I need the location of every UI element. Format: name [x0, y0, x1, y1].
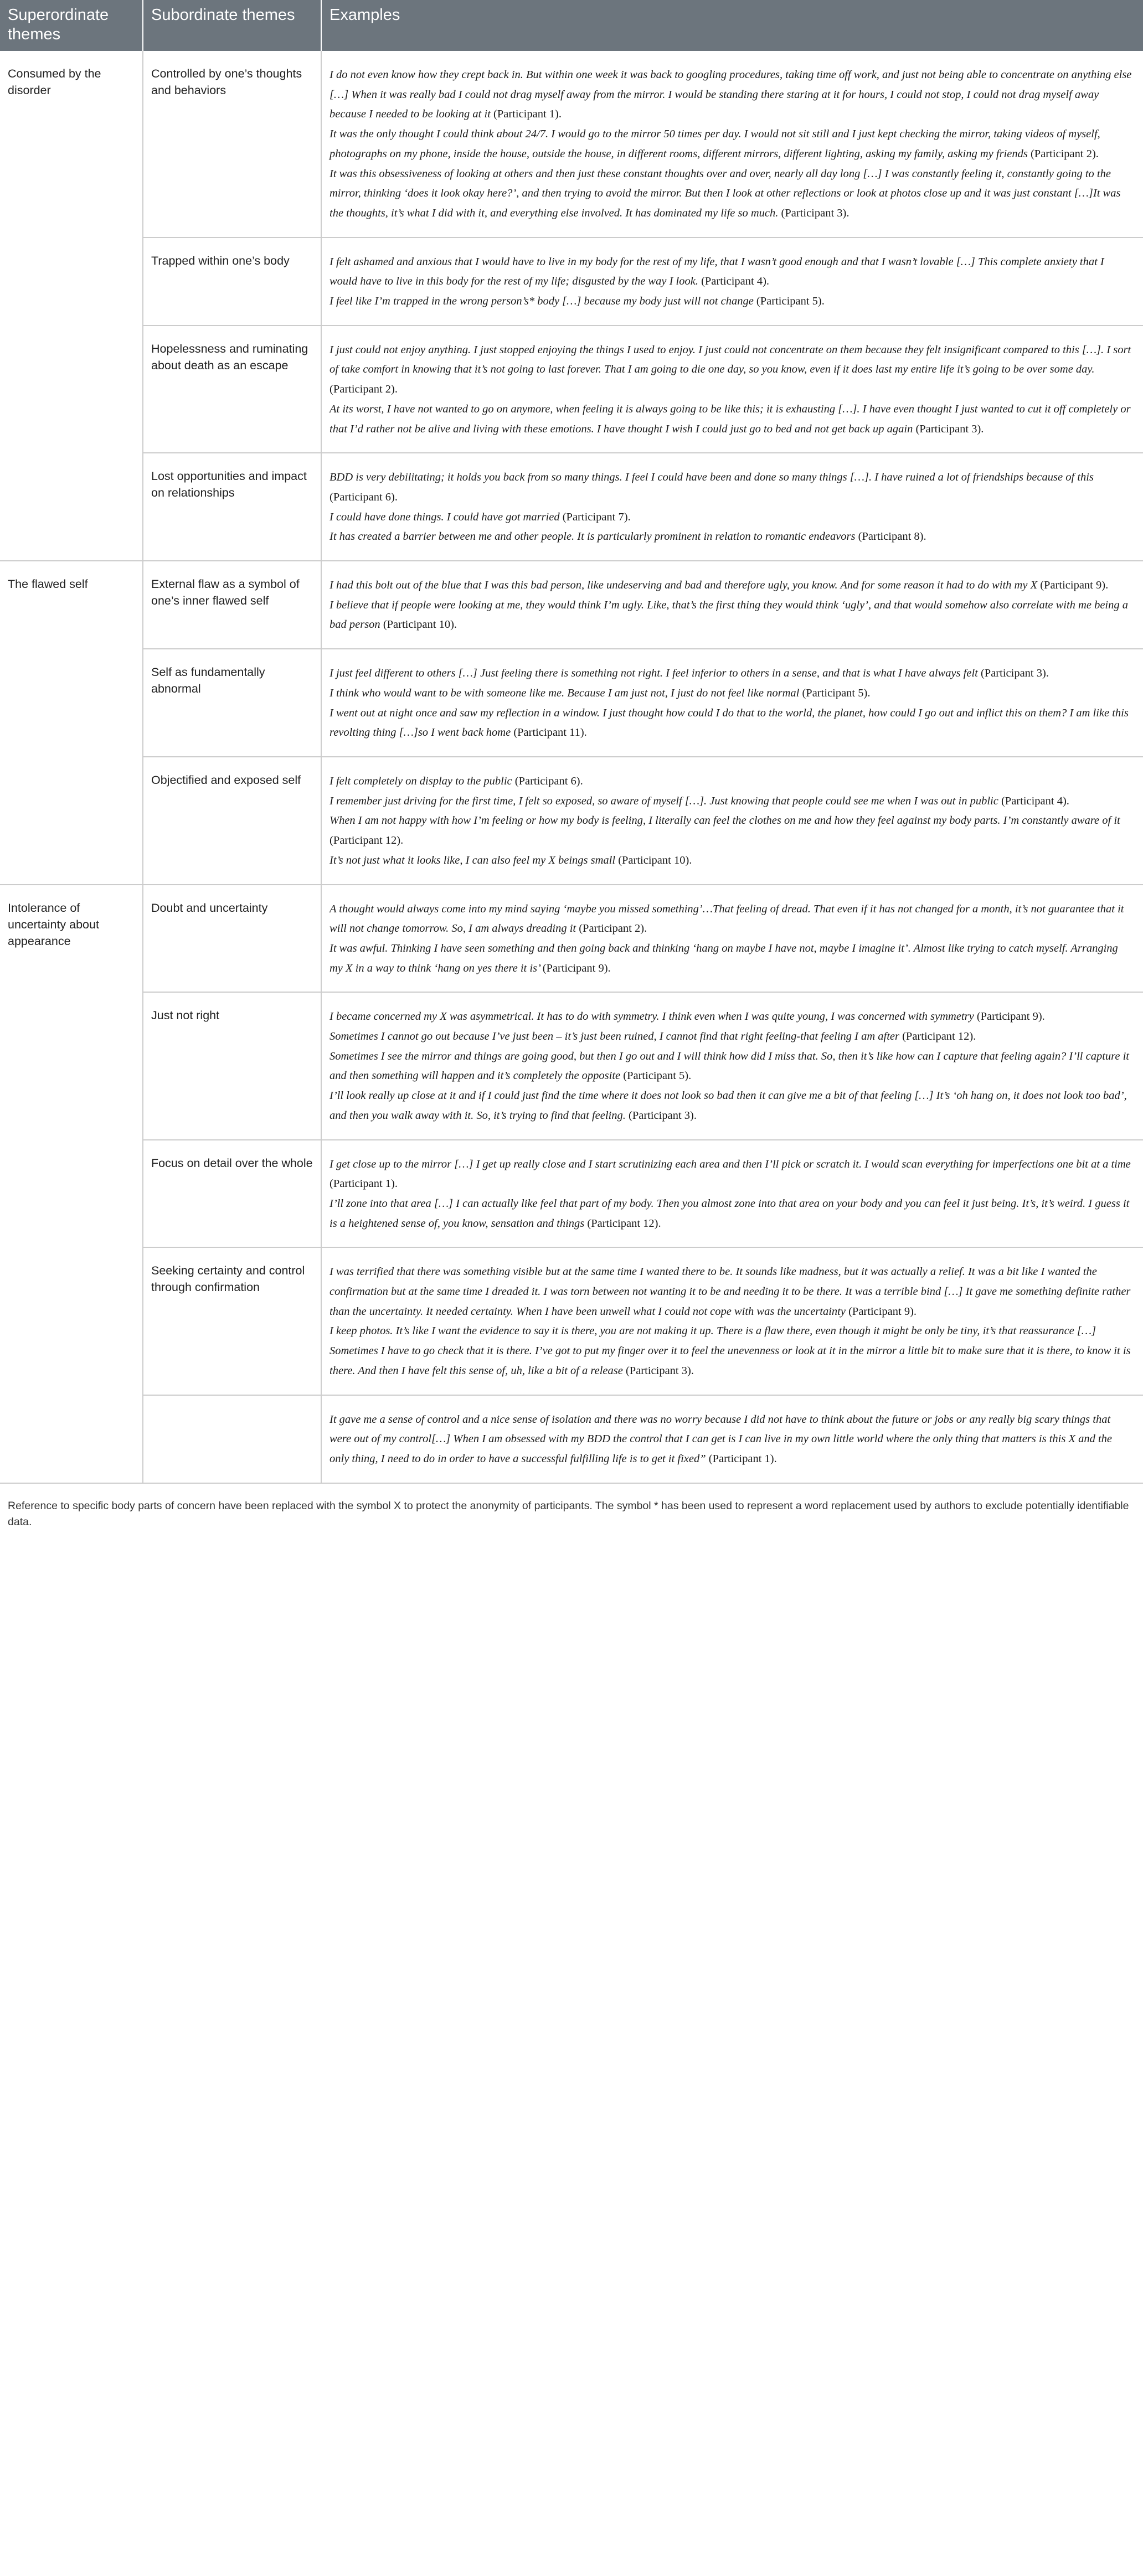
table-row [0, 1140, 1143, 1248]
example-quote [329, 1007, 1132, 1027]
example-quote [329, 468, 1132, 507]
header-examples: Examples [321, 0, 1143, 51]
quote-text: It has created a barrier between me and other people. It is particularly prominent in relation to romantic endeavors [329, 530, 856, 543]
examples-cell [321, 453, 1143, 561]
quote-text: It’s not just what it looks like, I can also feel my X beings small [329, 854, 616, 866]
participant-citation: (Participant 10). [618, 854, 692, 866]
quote-text: I think who would want to be with someone like me. Because I am just not, I just do not feel like normal [329, 686, 800, 699]
participant-citation: (Participant 5). [756, 295, 825, 308]
header-superordinate: Superordinate themes [0, 0, 143, 51]
participant-citation: (Participant 3). [629, 1109, 697, 1122]
subordinate-theme: Just not right [143, 992, 321, 1139]
example-quote [329, 851, 1132, 871]
example-quote [329, 252, 1132, 292]
example-quote [329, 596, 1132, 635]
participant-citation: (Participant 9). [542, 962, 611, 974]
example-quote [329, 1321, 1132, 1381]
participant-citation: (Participant 6). [514, 775, 583, 787]
participant-citation: (Participant 9). [1040, 579, 1109, 592]
example-quote [329, 1410, 1132, 1469]
participant-citation: (Participant 12). [587, 1217, 661, 1230]
header-subordinate: Subordinate themes [143, 0, 321, 51]
quote-text: I keep photos. It’s like I want the evidence to say it is there, you are not making it up. There is a flaw there, even though it might be only be tiny, it’s that reassurance […] Sometimes I have to go check that it is there. I’ve got to put my finger over it to feel the unevenness or look at it in the mirror a little bit to make sure that it is there, to know it is there. And then I have felt this sense of, uh, like a bit of a release [329, 1325, 1131, 1377]
participant-citation: (Participant 3). [915, 422, 984, 435]
examples-cell [321, 757, 1143, 885]
participant-citation: (Participant 3). [980, 667, 1049, 680]
examples-cell [321, 51, 1143, 238]
quote-text: I felt ashamed and anxious that I would have to live in my body for the rest of my life, that I wasn’t good enough and that I wasn’t lovable […] This complete anxiety that I would have to live in this body for the rest of my life; disgusted by the way I look. [329, 255, 1104, 288]
examples-cell [321, 1395, 1143, 1483]
subordinate-theme: Controlled by one’s thoughts and behaviors [143, 51, 321, 238]
quote-text: BDD is very debilitating; it holds you back from so many things. I feel I could have been and done so many things […]. I have ruined a lot of friendships because of this [329, 471, 1094, 484]
subordinate-theme: Objectified and exposed self [143, 757, 321, 885]
example-quote [329, 508, 1132, 528]
examples-cell [321, 992, 1143, 1139]
quote-text: I just could not enjoy anything. I just stopped enjoying the things I used to enjoy. I just could not concentrate on them because they felt insignificant compared to this […]. I sort of take comfort in knowing that it’s not going to last forever. That I am going to die one day, so you know, even if it does last my entire life it’s going to be over some day. [329, 343, 1131, 376]
participant-citation: (Participant 7). [562, 510, 631, 523]
examples-cell [321, 238, 1143, 326]
participant-citation: (Participant 1). [329, 1178, 398, 1190]
quote-text: It gave me a sense of control and a nice sense of isolation and there was no worry because I did not have to think about the future or jobs or any really big scary things that were out of my control[…] When I am obsessed with my BDD the control that I can get is I can live in my own little world where the only thing that matters is this X and the only thing, I need to do in order to have a successful fulfilling life is to get it fixed” [329, 1413, 1112, 1465]
quote-text: I felt completely on display to the public [329, 775, 512, 787]
quote-text: I’ll zone into that area […] I can actually like feel that part of my body. Then you almost zone into that area on your body and you can feel it just being. It’s, it’s weird. I guess it is a heightened sense of, you know, sensation and things [329, 1197, 1130, 1230]
examples-cell [321, 561, 1143, 649]
examples-cell [321, 649, 1143, 757]
example-quote [329, 811, 1132, 850]
quote-text: It was awful. Thinking I have seen something and then going back and thinking ‘hang on maybe I have not, maybe I imagine it’. Almost like trying to catch myself. Arranging my X in a way to think ‘hang on yes there it is’ [329, 942, 1118, 974]
participant-citation: (Participant 10). [383, 618, 457, 631]
table-row [0, 1395, 1143, 1483]
quote-text: I could have done things. I could have got married [329, 510, 560, 523]
quote-text: I had this bolt out of the blue that I was this bad person, like undeserving and bad and therefore ugly, you know. And for some reason it had to do with my X [329, 579, 1038, 592]
example-quote [329, 1262, 1132, 1321]
participant-citation: (Participant 8). [858, 530, 926, 543]
example-quote [329, 1027, 1132, 1047]
examples-cell [321, 1140, 1143, 1248]
example-quote [329, 704, 1132, 743]
example-quote [329, 1155, 1132, 1194]
table-header [0, 0, 1143, 51]
example-quote [329, 684, 1132, 704]
quote-text: I just feel different to others […] Just feeling there is something not right. I feel inferior to others in a sense, and that is what I have always felt [329, 667, 978, 680]
example-quote [329, 340, 1132, 400]
participant-citation: (Participant 5). [623, 1070, 692, 1082]
example-quote [329, 65, 1132, 125]
table-row [0, 757, 1143, 885]
example-quote [329, 527, 1132, 547]
table-row [0, 51, 1143, 238]
superordinate-theme: Consumed by the disorder [0, 51, 143, 561]
participant-citation: (Participant 2). [579, 922, 647, 935]
example-quote [329, 164, 1132, 224]
quote-text: At its worst, I have not wanted to go on anymore, when feeling it is always going to be like this; it is exhausting […]. I have even thought I just wanted to cut it off completely or that I’d rather not be alive and living with these emotions. I have thought I wish I could just go to bed and not get back up again [329, 402, 1131, 435]
subordinate-theme: External flaw as a symbol of one’s inner flawed self [143, 561, 321, 649]
participant-citation: (Participant 11). [513, 726, 587, 739]
example-quote [329, 400, 1132, 439]
participant-citation: (Participant 9). [848, 1305, 917, 1318]
quote-text: A thought would always come into my mind saying ‘maybe you missed something’…That feeling of dread. That even if it has not changed for a month, it’s not guarantee that it will not change tomorrow. So, I am always dreading it [329, 902, 1124, 935]
participant-citation: (Participant 2). [1030, 147, 1099, 160]
table-row [0, 453, 1143, 561]
participant-citation: (Participant 2). [329, 383, 398, 396]
subordinate-theme: Focus on detail over the whole [143, 1140, 321, 1248]
examples-cell [321, 326, 1143, 453]
quote-text: Sometimes I see the mirror and things are going good, but then I go out and I will think how did I miss that. So, then it’s like how can I capture that feeling again? I’ll capture it and then something will happen and it’s completely the opposite [329, 1050, 1129, 1082]
table-row [0, 326, 1143, 453]
quote-text: I do not even know how they crept back in. But within one week it was back to googling procedures, taking time off work, and just not being able to concentrate on anything else […] When it was really bad I could not drag myself away from the mirror. I would be standing there staring at it for hours, I could not stop, I could not drag myself away because I needed to be looking at it [329, 69, 1132, 121]
example-quote [329, 292, 1132, 312]
example-quote [329, 1086, 1132, 1126]
quote-text: I became concerned my X was asymmetrical. It has to do with symmetry. I think even when I was quite young, I was concerned with symmetry [329, 1010, 974, 1023]
participant-citation: (Participant 1). [493, 108, 562, 121]
subordinate-theme [143, 1395, 321, 1483]
quote-text: Sometimes I cannot go out because I’ve just been – it’s just been ruined, I cannot find that right feeling-that feeling I am after [329, 1030, 899, 1043]
example-quote [329, 576, 1132, 596]
example-quote [329, 664, 1132, 684]
examples-cell [321, 1247, 1143, 1395]
table-row [0, 238, 1143, 326]
subordinate-theme: Trapped within one’s body [143, 238, 321, 326]
example-quote [329, 792, 1132, 812]
participant-citation: (Participant 3). [625, 1364, 694, 1377]
subordinate-theme: Seeking certainty and control through confirmation [143, 1247, 321, 1395]
quote-text: I remember just driving for the first time, I felt so exposed, so aware of myself […]. Just knowing that people could see me when I was out in public [329, 794, 998, 807]
participant-citation: (Participant 3). [781, 207, 849, 219]
superordinate-theme: The flawed self [0, 561, 143, 884]
subordinate-theme: Lost opportunities and impact on relationships [143, 453, 321, 561]
example-quote [329, 1047, 1132, 1086]
table-row [0, 992, 1143, 1139]
participant-citation: (Participant 4). [1001, 794, 1069, 807]
quote-text: It was this obsessiveness of looking at others and then just these constant thoughts over and over, nearly all day long […] I was constantly feeling it, constantly going to the mirror, thinking ‘does it look okay here?’, and then trying to avoid the mirror. But then I look at other reflections or look at photos close up and it was just constant […]It was the thoughts, it’s what I did with it, and everything else involved. It has dominated my life so much. [329, 167, 1121, 219]
table-footnote: Reference to specific body parts of concern have been replaced with the symbol X to protect the anonymity of participants. The symbol * has been used to represent a word replacement used by authors to exclude potentially identifiable data. [8, 1499, 1129, 1528]
quote-text: I’ll look really up close at it and if I could just find the time where it does not look so bad then it can give me a bit of that feeling […] It’s ‘oh hang on, it does not look too bad’, and then you walk away with it. So, it’s trying to find that feeling. [329, 1090, 1127, 1122]
participant-citation: (Participant 4). [701, 275, 770, 288]
subordinate-theme: Self as fundamentally abnormal [143, 649, 321, 757]
example-quote [329, 900, 1132, 939]
participant-citation: (Participant 12). [329, 834, 404, 847]
examples-cell [321, 885, 1143, 993]
quote-text: I was terrified that there was something visible but at the same time I wanted there to be. It sounds like madness, but it was actually a relief. It was a bit like I wanted the confirmation but at the same time I dreaded it. I was torn between not wanting it to be and needing it to be there. It was a terrible bind […] It gave me something definite rather than the uncertainty. It needed certainty. When I have been unwell what I could not cope with was the uncertainty [329, 1266, 1131, 1318]
participant-citation: (Participant 5). [802, 686, 871, 699]
quote-text: I feel like I’m trapped in the wrong person’s* body […] because my body just will not change [329, 295, 754, 308]
quote-text: I went out at night once and saw my reflection in a window. I just thought how could I do that to the world, the planet, how could I go out and inflict this on them? I am like this revolting thing […]so I went back home [329, 706, 1129, 739]
table-row [0, 1247, 1143, 1395]
participant-citation: (Participant 12). [902, 1030, 976, 1043]
table-row [0, 885, 1143, 993]
superordinate-theme: Intolerance of uncertainty about appearance [0, 885, 143, 1483]
table-row [0, 561, 1143, 649]
quote-text: I believe that if people were looking at me, they would think I’m ugly. Like, that’s the first thing they would think ‘ugly’, and that would somehow also correlate with me being a bad person [329, 598, 1128, 631]
participant-citation: (Participant 6). [329, 491, 398, 503]
example-quote [329, 1194, 1132, 1233]
example-quote [329, 939, 1132, 978]
quote-text: When I am not happy with how I’m feeling or how my body is feeling, I literally can feel the clothes on me and how they feel against my body parts. I’m constantly aware of it [329, 814, 1120, 827]
example-quote [329, 125, 1132, 164]
participant-citation: (Participant 1). [708, 1452, 777, 1465]
example-quote [329, 772, 1132, 792]
table-body [0, 51, 1143, 1483]
subordinate-theme: Doubt and uncertainty [143, 885, 321, 993]
quote-text: I get close up to the mirror […] I get up really close and I start scrutinizing each area and then I’ll pick or scratch it. I would scan everything for imperfections one bit at a time [329, 1158, 1131, 1170]
quote-text: It was the only thought I could think about 24/7. I would go to the mirror 50 times per day. I would not sit still and I just kept checking the mirror, taking videos of myself, photographs on my phone, inside the house, outside the house, in different rooms, different mirrors, different lighting, asking my family, asking my friends [329, 128, 1100, 160]
participant-citation: (Participant 9). [976, 1010, 1045, 1023]
subordinate-theme: Hopelessness and ruminating about death as an escape [143, 326, 321, 453]
table-row [0, 649, 1143, 757]
